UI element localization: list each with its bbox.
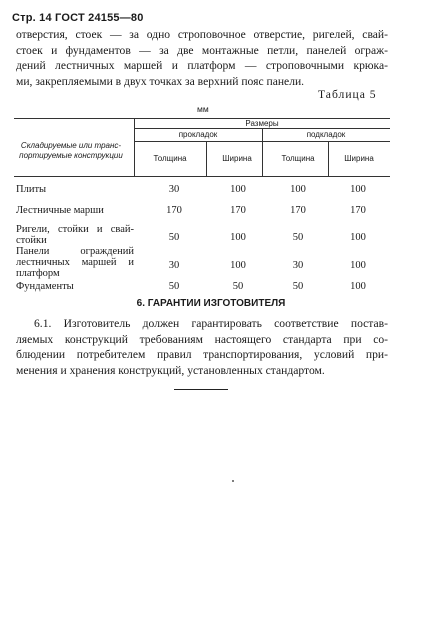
table-cell: 100 [230,260,246,271]
section-line: блюдении потребителем правил транспортирования, условий при- [16,348,388,361]
table-cell: 100 [350,281,366,292]
table-header-group: подкладок [306,130,346,139]
intro-line: ми, закрепляемыми в двух точках за верхний пояс панели. [16,74,305,88]
table-subheader: Толщина [281,154,315,163]
table-cell: 50 [168,281,180,292]
section-line: ляемых конструкций требованиям настоящего стандарта при со- [16,332,388,346]
table-subheader: Толщина [153,154,187,163]
table-cell: 170 [350,205,366,216]
table-cell: 170 [166,205,182,216]
section-line: 6.1. Изготовитель должен гарантировать соответствие постав- [34,317,388,330]
table-row-label-line: Ригели, стойки и свай- [16,224,134,235]
table-cell: 50 [232,281,244,292]
table-cell: 100 [230,232,246,243]
scan-speck [232,480,234,482]
table-cell: 100 [350,184,366,195]
table-row-label-line: стойки [16,235,47,246]
table-unit: мм [197,104,209,114]
page-header: Стр. 14 ГОСТ 24155—80 [12,12,144,24]
table-cell: 170 [290,205,306,216]
table-row-label-line: Панели ограждений [16,246,134,257]
table-cell: 50 [168,232,180,243]
intro-line: дений лестничных маршей и платформ — строповочными крюка- [16,59,388,72]
table-cell: 100 [350,232,366,243]
table-row-label: Фундаменты [16,281,74,292]
table-header-constructions: Складируемые или транс-портируемые конструкции [19,141,123,160]
intro-line: стоек и фундаментов — за две монтажные петли, панелей ограж- [16,43,388,57]
intro-paragraph [16,27,388,89]
table-subheader: Ширина [344,154,374,163]
table-cell: 50 [292,281,304,292]
table-header-sizes: Размеры [245,119,279,128]
section-paragraph [16,316,388,378]
table-header-bottom-rule [14,176,390,177]
table-row-label: Лестничные марши [16,205,104,216]
intro-line: отверстия, стоек — за одно строповочное отверстие, ригелей, свай- [16,28,388,41]
table-cell: 30 [292,260,304,271]
table-cell: 50 [292,232,304,243]
table-row-label-line: лестничных маршей и [16,257,134,268]
table-cell: 30 [168,260,180,271]
section-line: менения и хранения конструкций, установленных стандартом. [16,363,325,377]
table-header-group: прокладок [178,130,218,139]
table-row-label-line: платформ [16,268,60,279]
table-cell: 30 [168,184,180,195]
section-title: 6. ГАРАНТИИ ИЗГОТОВИТЕЛЯ [136,298,286,309]
end-rule [174,389,228,390]
table-cell: 170 [230,205,246,216]
table-cell: 100 [350,260,366,271]
table-subheader: Ширина [222,154,252,163]
table-cell: 100 [290,184,306,195]
table-row-label: Плиты [16,184,47,195]
table-cell: 100 [230,184,246,195]
table-title: Таблица 5 [318,88,377,101]
